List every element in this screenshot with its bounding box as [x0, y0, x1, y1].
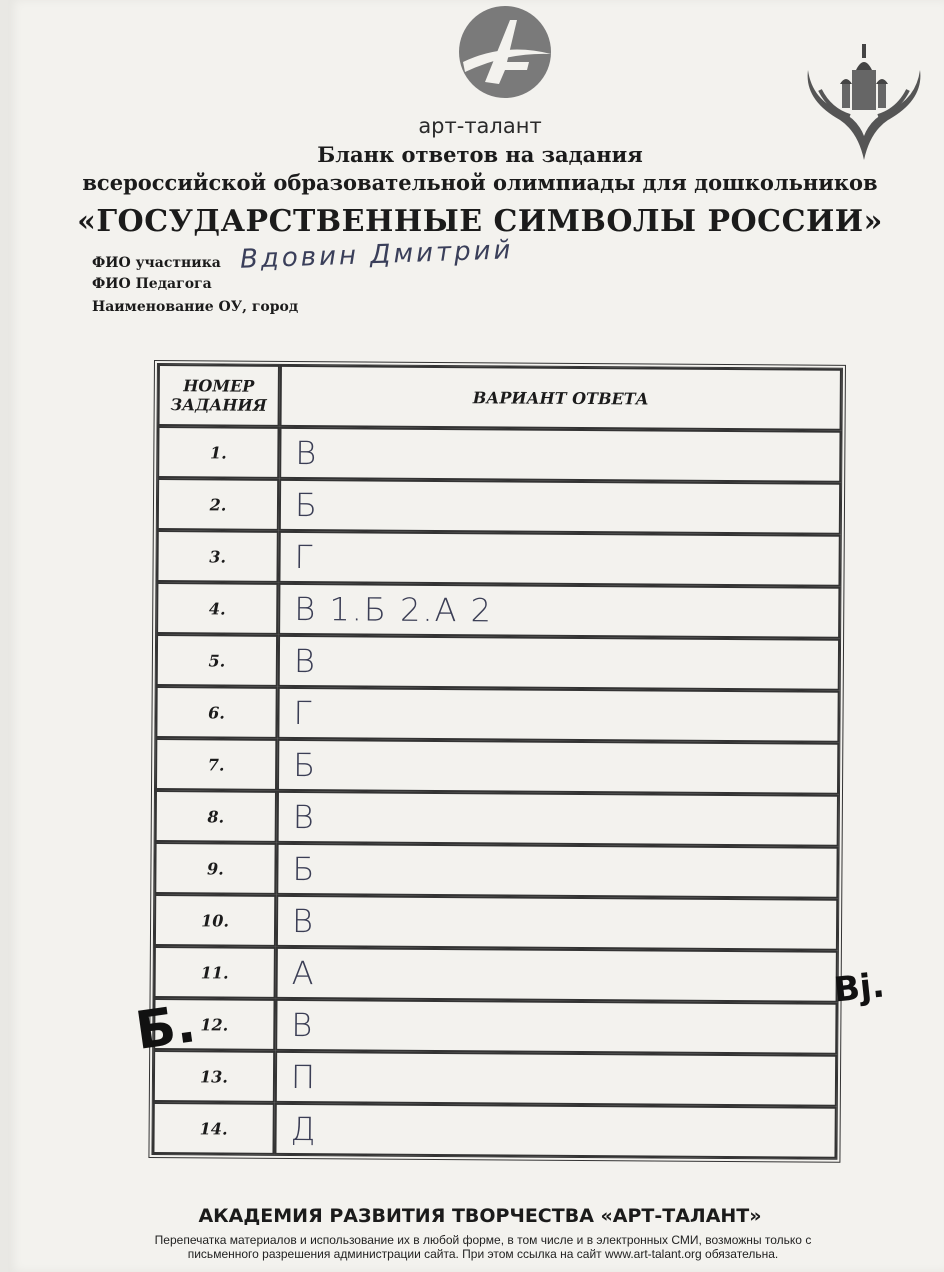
task-number: 8. [155, 790, 277, 843]
table-row [155, 790, 839, 847]
column-header-number: НОМЕР ЗАДАНИЯ [158, 364, 280, 427]
table-row [156, 530, 840, 587]
task-number: 2. [157, 478, 279, 531]
task-number: 10. [154, 894, 276, 947]
school-label: Наименование ОУ, город [92, 299, 299, 315]
answer-cell[interactable]: Б [279, 479, 841, 535]
task-number: 3. [156, 530, 278, 583]
table-row [156, 634, 840, 691]
table-row [152, 1102, 836, 1159]
table-row [155, 686, 839, 743]
task-number: 5. [156, 634, 278, 687]
brand-name: арт-талант [418, 114, 542, 138]
olympiad-name: «ГОСУДАРСТВЕННЫЕ СИМВОЛЫ РОССИИ» [77, 204, 883, 239]
footer-title: АКАДЕМИЯ РАЗВИТИЯ ТВОРЧЕСТВА «АРТ-ТАЛАНТ» [198, 1205, 762, 1227]
answers-table-wrap [148, 360, 846, 1175]
task-number: 6. [155, 686, 277, 739]
task-number: 14. [152, 1102, 274, 1155]
table-row [156, 582, 840, 639]
answer-cell[interactable]: В 1.Б 2.А 2 [278, 583, 840, 639]
answer-cell[interactable]: Д [274, 1103, 836, 1159]
table-row [154, 946, 838, 1003]
participant-name-handwritten[interactable]: Вдовин Дмитрий [239, 235, 514, 275]
answer-cell[interactable]: В [276, 895, 838, 951]
sheet-title: Бланк ответов на задания [317, 142, 643, 167]
table-row [154, 894, 838, 951]
task-number: 1. [157, 426, 279, 479]
answer-cell[interactable]: В [277, 791, 839, 847]
table-row [157, 478, 841, 535]
task-number: 4. [156, 582, 278, 635]
task-number: 13. [153, 1050, 275, 1103]
grader-mark-right: Bj. [832, 965, 887, 1011]
table-row [153, 1050, 837, 1107]
answer-cell[interactable]: Б [276, 843, 838, 899]
art-talant-logo-icon [455, 2, 555, 102]
table-row [157, 426, 841, 483]
task-number: 9. [154, 842, 276, 895]
answer-cell[interactable]: Б [277, 739, 839, 795]
answer-cell[interactable]: П [275, 1051, 837, 1107]
table-row [155, 738, 839, 795]
answer-cell[interactable]: А [276, 947, 838, 1003]
grader-mark-left: Б. [132, 994, 200, 1062]
table-row [154, 842, 838, 899]
answer-cell[interactable]: В [275, 999, 837, 1055]
answer-cell[interactable]: Г [278, 531, 840, 587]
sheet-subtitle: всероссийской образовательной олимпиады для дошкольников [82, 170, 878, 195]
table-row [153, 998, 837, 1055]
footer-copyright-note: Перепечатка материалов и использование их в любой форме, в том числе и в электронных СМИ, возможны только с письменного разрешения администрации сайта. При этом ссылка на сайт www.art-talant.org обязательна. [154, 1233, 812, 1261]
answers-table [148, 360, 846, 1163]
answer-cell[interactable]: В [278, 635, 840, 691]
teacher-label: ФИО Педагога [92, 276, 212, 292]
task-number: 7. [155, 738, 277, 791]
task-number: 11. [154, 946, 276, 999]
answer-sheet [8, 0, 944, 1272]
answer-cell[interactable]: В [279, 427, 841, 483]
participant-label: ФИО участника [92, 255, 221, 271]
answer-cell[interactable]: Г [277, 687, 839, 743]
column-header-answer: ВАРИАНТ ОТВЕТА [280, 365, 842, 431]
table-header-row [158, 364, 842, 431]
task-number: 12. [153, 998, 275, 1051]
